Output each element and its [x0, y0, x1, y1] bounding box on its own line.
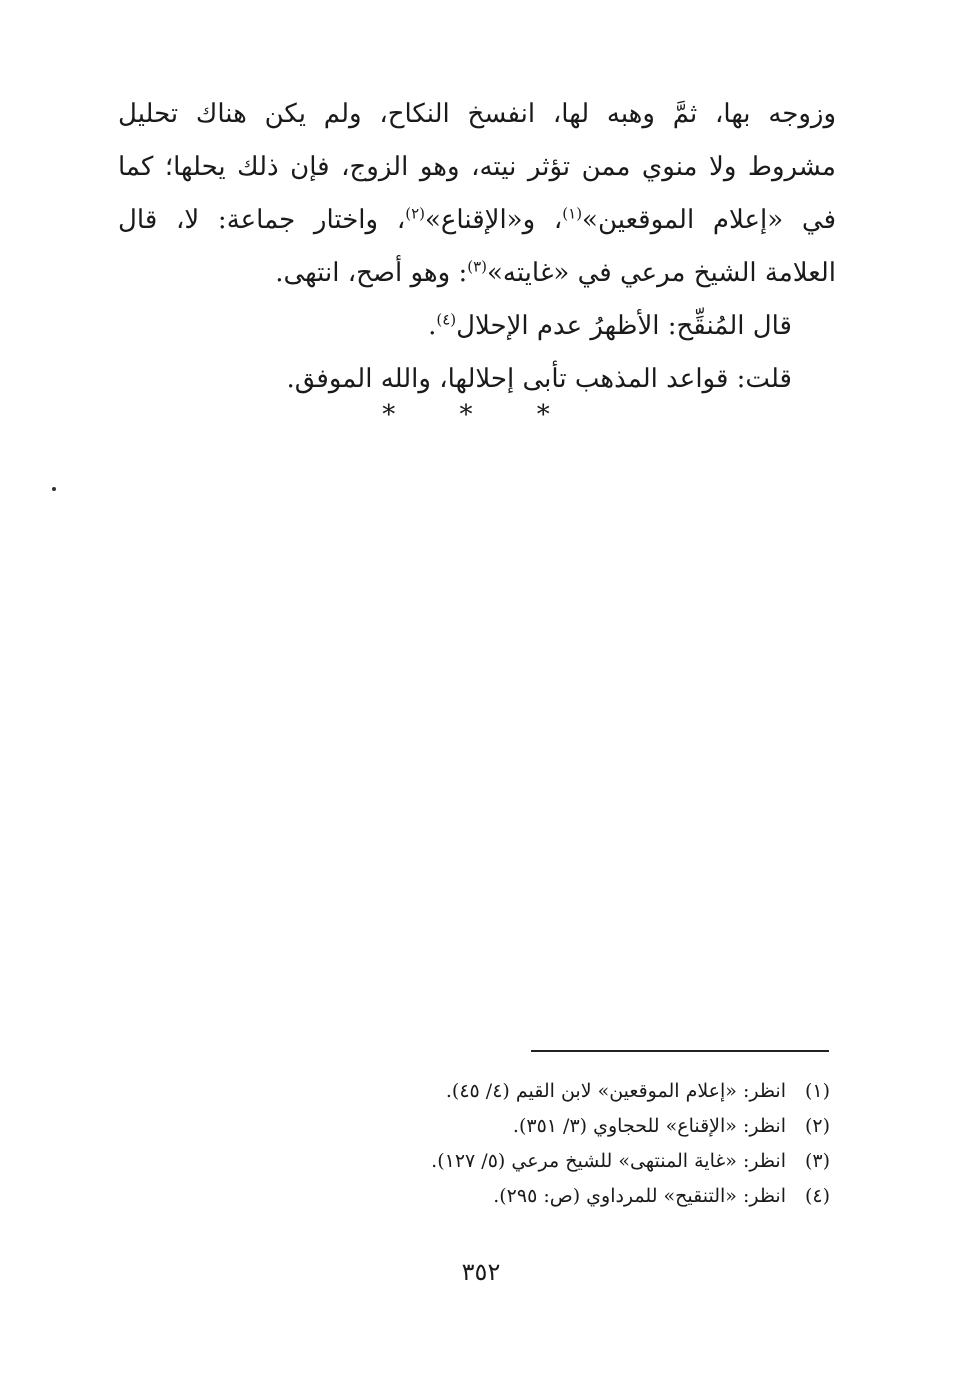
paragraph-2-text-a: قال المُنقِّح: الأظهرُ عدم الإحلال: [456, 311, 792, 341]
paragraph-1-text-d: : وهو أصح، انتهى.: [275, 258, 468, 288]
page-number: ٣٥٢: [461, 1258, 501, 1286]
footnote-3-number: (٣): [804, 1150, 830, 1172]
footnote-divider: [531, 1050, 829, 1052]
footnote-3-text: انظر: «غاية المنتهى» للشيخ مرعي (٥/ ١٢٧).: [431, 1150, 786, 1172]
paragraph-1: [118, 88, 836, 300]
footnote-4-number: (٤): [804, 1185, 830, 1207]
footnote-ref-4: (٤): [436, 310, 457, 329]
footnote-2: [310, 1109, 830, 1144]
section-separator: * * *: [382, 400, 578, 430]
footnote-ref-2: (٢): [405, 204, 425, 223]
paragraph-1-text-b: ، و«الإقناع»: [425, 205, 563, 235]
footnote-4-text: انظر: «التنقيح» للمرداوي (ص: ٢٩٥).: [493, 1185, 786, 1207]
footnote-2-number: (٢): [804, 1115, 830, 1137]
main-text: [118, 88, 836, 406]
paragraph-2: [118, 300, 836, 353]
footnote-1: [310, 1074, 830, 1109]
footnote-4: [310, 1179, 830, 1214]
footnote-1-text: انظر: «إعلام الموقعين» لابن القيم (٤/ ٤٥).: [445, 1080, 786, 1102]
paragraph-1-text-c: ، واختار جماعة: لا، قال العلامة الشيخ مرعي في «غايته»: [118, 205, 836, 288]
paragraph-3: قلت: قواعد المذهب تأبى إحلالها، والله الموفق.: [286, 364, 792, 394]
footnotes: [310, 1074, 830, 1214]
paragraph-2-text-b: .: [428, 311, 437, 341]
footnote-ref-1: (١): [562, 204, 583, 223]
footnote-1-number: (١): [804, 1080, 830, 1102]
footnote-2-text: انظر: «الإقناع» للحجاوي (٣/ ٣٥١).: [512, 1115, 786, 1137]
footnote-3: [310, 1144, 830, 1179]
paragraph-1-text-a: وزوجه بها، ثمَّ وهبه لها، انفسخ النكاح، ولم يكن هناك تحليل مشروط ولا منوي ممن تؤثر نيته، وهو الزوج، فإن ذلك يحلها؛ كما في «إعلام الموقعين»: [118, 99, 836, 235]
footnote-ref-3: (٣): [467, 257, 487, 276]
page-speck: [52, 487, 56, 491]
